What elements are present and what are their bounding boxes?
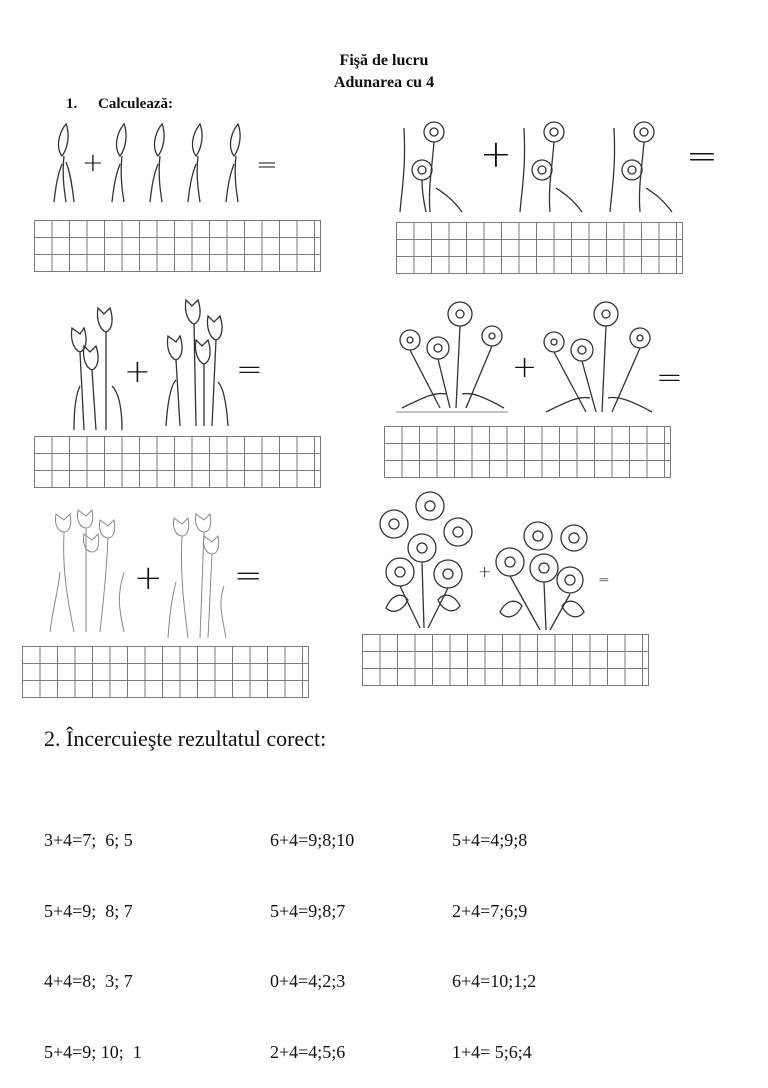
answers-column-1 [44, 782, 142, 1088]
math-item[interactable]: 4+4=8; 3; 7 [44, 971, 133, 991]
plus-sign: + [134, 558, 163, 598]
equals-sign: = [598, 572, 610, 588]
answers-column-3 [452, 782, 536, 1088]
exercise-2-instruction: 2. Încercuieşte rezultatul corect: [44, 726, 327, 751]
plus-sign: + [478, 562, 492, 581]
pansy-bouquet-illustration [372, 490, 476, 630]
tulip-sketch-illustration [160, 506, 232, 640]
exercise-1-label [66, 96, 173, 113]
exercise-1-instruction: Calculează: [98, 96, 173, 112]
answer-grid[interactable] [362, 634, 649, 686]
equals-sign: = [234, 556, 263, 596]
snowdrops-group [106, 114, 278, 204]
narcissus-clump-illustration [538, 296, 656, 422]
tulip-bouquet-illustration [66, 300, 128, 432]
answers-column-2 [270, 782, 354, 1088]
math-item[interactable]: 6+4=9;8;10 [270, 830, 355, 850]
math-item[interactable]: 5+4=9;8;7 [270, 900, 346, 921]
math-item[interactable]: 1+4= 5;6;4 [452, 1041, 532, 1062]
tulip-bouquet-illustration [162, 296, 234, 428]
answer-grid[interactable] [34, 436, 321, 488]
math-item[interactable]: 0+4=4;2;3 [270, 971, 346, 991]
narcissus-clump-illustration [396, 296, 508, 418]
math-item[interactable]: 5+4=9; 10; 1 [44, 1041, 142, 1062]
worksheet-subtitle: Adunarea cu 4 [333, 74, 435, 91]
math-item[interactable]: 5+4=4;9;8 [452, 830, 528, 850]
worksheet-title: Fişă de lucru [339, 52, 429, 69]
exercise-1-number: 1. [66, 96, 78, 112]
math-item[interactable]: 3+4=7; 6; 5 [44, 830, 133, 850]
daffodils-group [512, 108, 682, 213]
plus-sign: + [480, 132, 512, 176]
plus-sign: + [82, 148, 104, 178]
snowdrop-illustration [44, 114, 84, 204]
answer-grid[interactable] [384, 426, 671, 478]
answer-grid[interactable] [396, 222, 683, 274]
daffodil-illustration [392, 108, 472, 213]
plus-sign: + [124, 352, 151, 390]
equals-sign: = [236, 350, 263, 388]
plus-sign: + [512, 350, 538, 385]
equals-sign: = [686, 134, 718, 178]
equals-sign: = [656, 358, 683, 396]
answer-grid[interactable] [22, 646, 309, 698]
equals-sign: = [256, 150, 278, 180]
tulip-sketch-illustration [44, 502, 130, 634]
pansy-bouquet-illustration [490, 516, 594, 632]
math-item[interactable]: 6+4=10;1;2 [452, 971, 537, 991]
math-item[interactable]: 2+4=4;5;6 [270, 1041, 346, 1062]
math-item[interactable]: 5+4=9; 8; 7 [44, 900, 133, 921]
answer-grid[interactable] [34, 220, 321, 272]
math-item[interactable]: 2+4=7;6;9 [452, 900, 528, 921]
